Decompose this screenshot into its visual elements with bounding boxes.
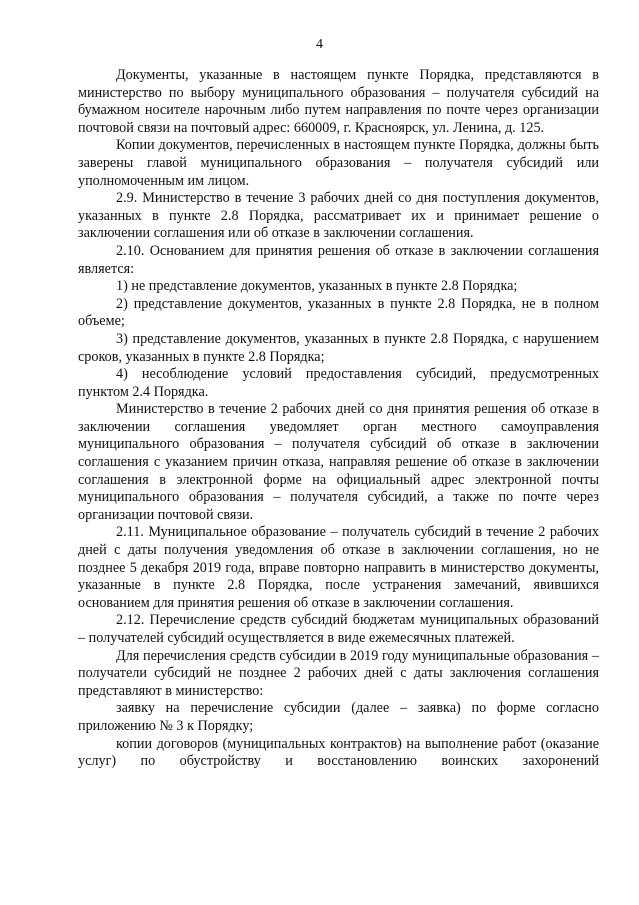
list-item-1: 1) не представление документов, указанных в пункте 2.8 Порядка; — [116, 278, 518, 295]
paragraph-copies-certification: Копии документов, перечисленных в настоящем пункте Порядка, должны быть заверены главой муниципального образования – получателя субсидий или уполномоченным им лицом. — [78, 137, 599, 189]
paragraph-2-10: 2.10. Основанием для принятия решения об отказе в заключении соглашения является: — [78, 242, 599, 277]
list-item-3: 3) представление документов, указанных в пункте 2.8 Порядка, с нарушением сроков, указанных в пункте 2.8 Порядка; — [78, 330, 599, 365]
paragraph-2-11: 2.11. Муниципальное образование – получатель субсидий в течение 2 рабочих дней с даты получения уведомления об отказе в заключении соглашения, но не позднее 5 декабря 2019 года, вправе повторно направить в министерство документы, указанные в пункте 2.8 Порядка, после устранения замечаний, явившихся основанием для принятия решения об отказе в заключении соглашения. — [78, 524, 599, 611]
paragraph-transfer-2019: Для перечисления средств субсидии в 2019 году муниципальные образования – получатели субсидий не позднее 2 рабочих дней с даты заключения соглашения представляют в министерство: — [78, 647, 599, 699]
list-item-2: 2) представление документов, указанных в пункте 2.8 Порядка, не в полном объеме; — [78, 295, 599, 330]
paragraph-refusal-notification: Министерство в течение 2 рабочих дней со дня принятия решения об отказе в заключении соглашения уведомляет орган местного самоуправления муниципального образования – получателя субсидий об отказе в заключении соглашения с указанием причин отказа, направляя решение об отказе в заключении соглашения в электронной форме на официальный адрес электронной почты муниципального образования – получателя субсидий, а также по почте через организации почтовой связи. — [78, 401, 599, 523]
paragraph-documents-submission: Документы, указанные в настоящем пункте Порядка, представляются в министерство по выбору муниципального образования – получателя субсидий на бумажном носителе нарочным либо путем направления по почте через организации почтовой связи на почтовый адрес: 660009, г. Красноярск, ул. Ленина, д. 125. — [78, 67, 599, 136]
document-body — [78, 67, 599, 771]
list-item-4: 4) несоблюдение условий предоставления субсидий, предусмотренных пунктом 2.4 Порядка. — [78, 366, 599, 400]
paragraph-2-12: 2.12. Перечисление средств субсидий бюджетам муниципальных образований – получателей субсидий осуществляется в виде ежемесячных платежей. — [78, 612, 599, 646]
paragraph-application: заявку на перечисление субсидии (далее – заявка) по форме согласно приложению № 3 к Порядку; — [78, 700, 599, 734]
paragraph-contract-copies: копии договоров (муниципальных контрактов) на выполнение работ (оказание услуг) по обустройству и восстановлению воинских захоронений — [78, 735, 599, 770]
paragraph-2-9: 2.9. Министерство в течение 3 рабочих дней со дня поступления документов, указанных в пункте 2.8 Порядка, рассматривает их и принимает решение о заключении соглашения или об отказе в заключении соглашения. — [78, 190, 599, 242]
page-number: 4 — [316, 37, 323, 52]
